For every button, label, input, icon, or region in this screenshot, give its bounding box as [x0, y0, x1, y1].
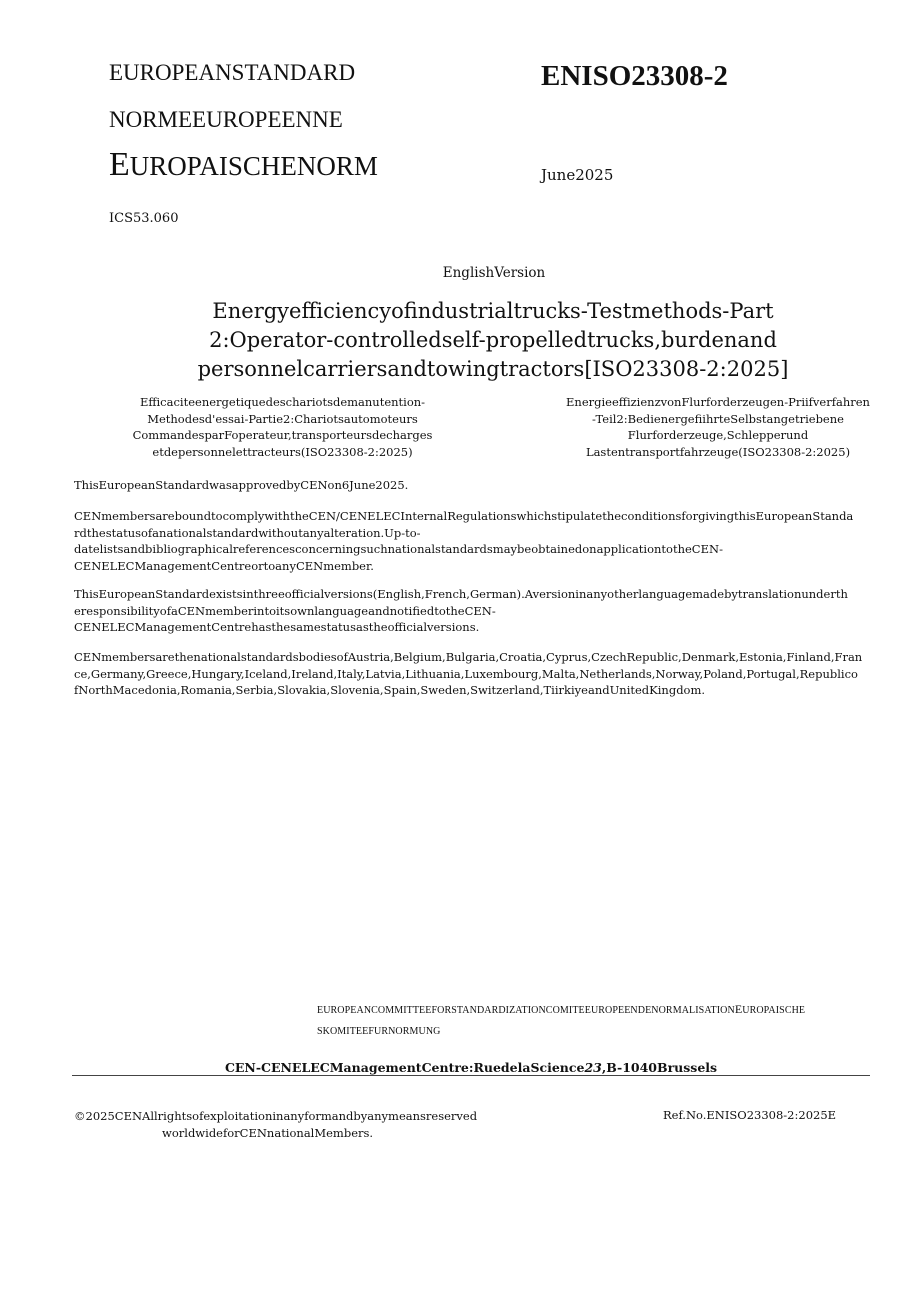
footer-divider: [72, 1075, 870, 1076]
standard-title-english: EUROPEANSTANDARD: [109, 60, 356, 85]
german-title-line: -Teil2:BedienergefiihrteSelbstangetriebene: [592, 411, 844, 426]
paragraph-line: fNorthMacedonia,Romania,Serbia,Slovakia,Slovenia,Spain,Sweden,Switzerland,TiirkiyeandUnitedKingdom.: [74, 683, 706, 697]
paragraph-line: eresponsibilityofaCENmemberintoitsownlanguageandnotifiedtotheCEN-: [74, 603, 496, 618]
ics-code: ICS53.060: [109, 211, 179, 226]
german-title-line: Lastentransportfahrzeuge(ISO23308-2:2025): [585, 444, 851, 459]
address-part: CEN-CENELECManagementCentre:RuedelaScience: [224, 1060, 585, 1075]
paragraph-line: CENELECManagementCentreortoanyCENmember.: [74, 558, 374, 573]
language-version: EnglishVersion: [442, 265, 546, 281]
committee-line-part: UROPAISCHE: [742, 1005, 806, 1016]
copyright-line: ©2025CENAllrightsofexploitationinanyformandbyanymeansreserved: [74, 1109, 478, 1123]
address-number: 23: [584, 1060, 602, 1075]
paragraph-line: CENmembersarethenationalstandardsbodiesofAustria,Belgium,Bulgaria,Croatia,Cyprus,CzechRepublic,Denmark,Estonia,Finland,Fran: [74, 650, 863, 664]
french-title: [115, 394, 450, 460]
document-title-line: 2:Operator-controlledself-propelledtrucks,burdenand: [209, 328, 777, 352]
copyright-notice: [74, 1108, 477, 1141]
document-title-line: personnelcarriersandtowingtractors[ISO23308-2:2025]: [197, 357, 789, 381]
paragraph-line: CENELECManagementCentrehasthesamestatusastheofficialversions.: [74, 620, 480, 634]
address-part: ,B-1040Brussels: [601, 1060, 718, 1075]
approval-paragraph: [74, 477, 870, 494]
committee-line: SKOMITEEFURNORMUNG: [317, 1026, 441, 1037]
committee-initial: E: [734, 1002, 743, 1016]
standard-title-french: NORMEEUROPEENNE: [109, 107, 343, 132]
paragraph-line: CENmembersareboundtocomplywiththeCEN/CENELECInternalRegulationswhichstipulatetheconditionsforgivingthisEuropeanStanda: [74, 509, 854, 523]
standard-title-german: [109, 146, 378, 184]
paragraph-line: ThisEuropeanStandardwasapprovedbyCENon6June2025.: [74, 478, 409, 492]
compliance-paragraph: [74, 508, 870, 574]
paragraph-line: rdthestatusofanationalstandardwithoutanyalteration.Up-to-: [74, 525, 421, 540]
publication-date: June2025: [541, 166, 614, 184]
paragraph-line: ce,Germany,Greece,Hungary,Iceland,Ireland,Italy,Latvia,Lithuania,Luxembourg,Malta,Netherlands,Norway,Poland,Portugal,Republico: [74, 666, 858, 681]
committee-line: [317, 999, 877, 1021]
committee-line-part: EUROPEANCOMMITTEEFORSTANDARDIZATIONCOMITEEUROPEENDENORMALISATION: [317, 1005, 735, 1016]
committee-names: [317, 999, 877, 1042]
official-versions-paragraph: [74, 586, 870, 636]
paragraph-line: datelistsandbibliographicalreferencesconcerningsuchnationalstandardsmaybeobtainedonapplicationtotheCEN-: [74, 542, 723, 556]
french-title-line: Methodesd'essai-Partie2:Chariotsautomoteurs: [147, 411, 418, 426]
document-title: [190, 297, 796, 384]
reference-number: Ref.No.ENISO23308-2:2025E: [663, 1108, 837, 1122]
french-title-line: etdepersonnelettracteurs(ISO23308-2:2025): [152, 444, 413, 459]
standard-title-german-rest: UROPAISCHENORM: [129, 151, 378, 181]
standard-number: ENISO23308-2: [541, 60, 728, 92]
german-title: [548, 394, 888, 460]
copyright-line: worldwideforCENnationalMembers.: [162, 1125, 374, 1140]
document-title-line: Energyefficiencyofindustrialtrucks-Testmethods-Part: [212, 299, 774, 323]
standard-title-german-initial: E: [109, 146, 130, 183]
paragraph-line: ThisEuropeanStandardexistsinthreeofficialversions(English,French,German).Aversioninanyotherlanguagemadebytranslationunderth: [74, 587, 848, 601]
french-title-line: CommandesparFoperateur,transporteursdecharges: [132, 428, 433, 442]
german-title-line: Flurforderzeuge,Schlepperund: [627, 428, 809, 442]
management-centre-address: [72, 1060, 870, 1075]
members-paragraph: [74, 649, 870, 699]
german-title-line: EnergieeffizienzvonFlurforderzeugen-Priifverfahren: [566, 395, 870, 409]
french-title-line: Efficaciteenergetiquedeschariotsdemanutention-: [139, 395, 426, 409]
